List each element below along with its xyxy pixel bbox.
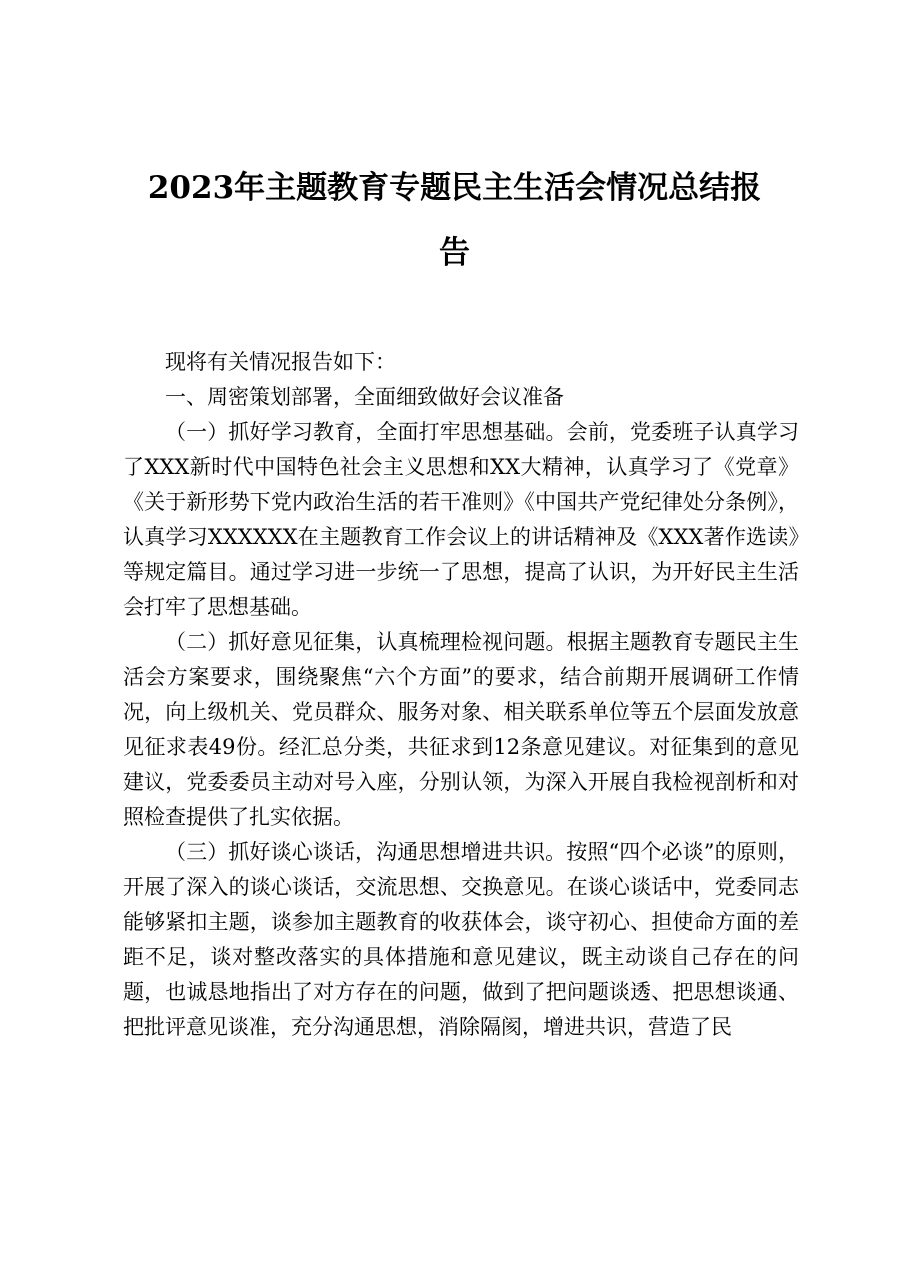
document-body — [123, 345, 799, 1045]
paragraph-heart-to-heart-talks: （三）抓好谈心谈话，沟通思想增进共识。按照“四个必谈”的原则，开展了深入的谈心谈话，交流思想、交换意见。在谈心谈话中，党委同志能够紧扣主题，谈参加主题教育的收获体会，谈守初心、担使命方面的差距不足，谈对整改落实的具体措施和意见建议，既主动谈自己存在的问题，也诚恳地指出了对方存在的问题，做到了把问题谈透、把思想谈通、把批评意见谈准，充分沟通思想，消除隔阂，增进共识，营造了民 — [123, 840, 799, 1039]
paragraph-study-education: （一）抓好学习教育，全面打牢思想基础。会前，党委班子认真学习了XXX新时代中国特色社会主义思想和XX大精神，认真学习了《党章》《关于新形势下党内政治生活的若干准则》《中国共产党纪律处分条例》，认真学习XXXXXX在主题教育工作会议上的讲话精神及《XXX著作选读》等规定篇目。通过学习进一步统一了思想，提高了认识，为开好民主生活会打牢了思想基础。 — [123, 420, 799, 619]
paragraph-opinion-collection: （二）抓好意见征集，认真梳理检视问题。根据主题教育专题民主生活会方案要求，围绕聚焦“六个方面”的要求，结合前期开展调研工作情况，向上级机关、党员群众、服务对象、相关联系单位等五个层面发放意见征求表49份。经汇总分类，共征求到12条意见建议。对征集到的意见建议，党委委员主动对号入座，分别认领，为深入开展自我检视剖析和对照检查提供了扎实依据。 — [123, 630, 799, 829]
document-title-line-1: 2023年主题教育专题民主生活会情况总结报 — [147, 170, 762, 206]
section-heading-1: 一、周密策划部署，全面细致做好会议准备 — [165, 385, 564, 409]
document-title-line-2: 告 — [439, 235, 470, 271]
intro-paragraph: 现将有关情况报告如下： — [165, 350, 396, 374]
